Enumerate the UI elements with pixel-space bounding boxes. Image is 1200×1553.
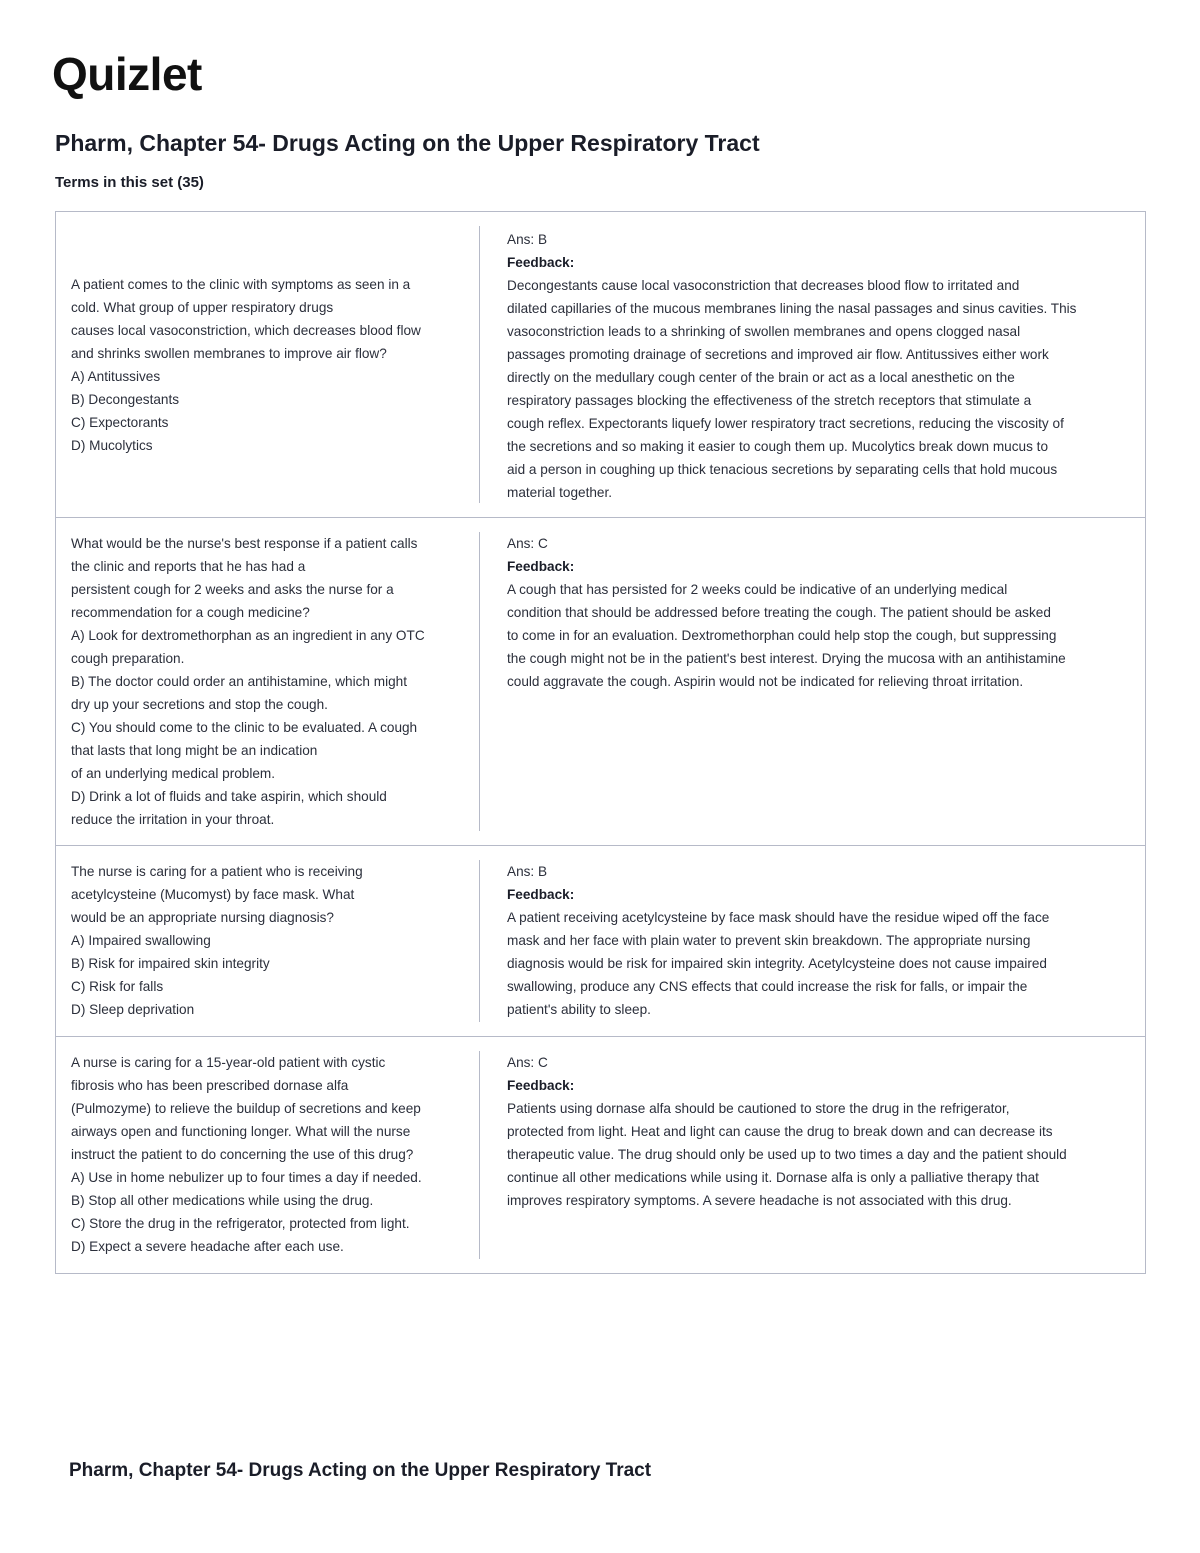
term-line: cold. What group of upper respiratory drugs xyxy=(71,299,334,315)
feedback-label: Feedback: xyxy=(507,559,575,574)
answer-label: Ans: C xyxy=(507,536,548,551)
page-title: Pharm, Chapter 54- Drugs Acting on the Upper Respiratory Tract xyxy=(55,130,760,156)
term-line: B) The doctor could order an antihistamine, which might xyxy=(71,674,407,689)
definition-line: the secretions and so making it easier to cough them up. Mucolytics break down mucus to xyxy=(507,439,1049,454)
term-line: and shrinks swollen membranes to improve air flow? xyxy=(71,345,387,361)
definition-line: cough reflex. Expectorants liquefy lower respiratory tract secretions, reducing the viscosity of xyxy=(507,416,1064,431)
quizlet-logo: Quizlet xyxy=(52,48,202,100)
term-line: D) Drink a lot of fluids and take aspirin, which should xyxy=(71,789,387,804)
term-card xyxy=(56,846,1145,1037)
definition-line: to come in for an evaluation. Dextromethorphan could help stop the cough, but suppressing xyxy=(507,628,1057,643)
term-line: C) You should come to the clinic to be evaluated. A cough xyxy=(71,720,418,735)
definition-line: A patient receiving acetylcysteine by face mask should have the residue wiped off the face xyxy=(507,910,1050,925)
definition-line: A cough that has persisted for 2 weeks could be indicative of an underlying medical xyxy=(507,582,1008,597)
definition-line: vasoconstriction leads to a shrinking of swollen membranes and opens clogged nasal xyxy=(507,324,1021,339)
definition-line: Decongestants cause local vasoconstriction that decreases blood flow to irritated and xyxy=(507,278,1020,293)
definition-line: therapeutic value. The drug should only be used up to two times a day and the patient should xyxy=(507,1147,1067,1162)
definition-line: could aggravate the cough. Aspirin would not be indicated for relieving throat irritation. xyxy=(507,674,1024,689)
term-line: persistent cough for 2 weeks and asks the nurse for a xyxy=(71,582,394,597)
term-line: D) Expect a severe headache after each use. xyxy=(71,1239,344,1254)
term-line: would be an appropriate nursing diagnosis? xyxy=(71,910,334,925)
term-line: What would be the nurse's best response if a patient calls xyxy=(71,536,418,551)
definition-line: patient's ability to sleep. xyxy=(507,1002,651,1017)
term-line: B) Risk for impaired skin integrity xyxy=(71,956,270,971)
term-line: The nurse is caring for a patient who is receiving xyxy=(71,864,363,879)
term-line: A) Impaired swallowing xyxy=(71,933,211,948)
feedback-label: Feedback: xyxy=(507,887,575,902)
term-line: A nurse is caring for a 15-year-old patient with cystic xyxy=(71,1055,386,1070)
definition-line: material together. xyxy=(507,485,613,500)
term-side xyxy=(56,846,479,1036)
term-side xyxy=(56,212,479,517)
definition-side xyxy=(480,1037,1145,1273)
terms-table xyxy=(55,211,1146,1274)
definition-line: protected from light. Heat and light can cause the drug to break down and can decrease its xyxy=(507,1124,1053,1139)
term-line: fibrosis who has been prescribed dornase alfa xyxy=(71,1078,349,1093)
terms-count: Terms in this set (35) xyxy=(55,174,204,191)
term-line: reduce the irritation in your throat. xyxy=(71,812,275,827)
term-line: airways open and functioning longer. What will the nurse xyxy=(71,1124,411,1139)
term-line: B) Stop all other medications while using the drug. xyxy=(71,1193,374,1208)
term-card xyxy=(56,212,1145,518)
term-card xyxy=(56,518,1145,846)
term-line: dry up your secretions and stop the cough. xyxy=(71,697,328,712)
term-line: (Pulmozyme) to relieve the buildup of secretions and keep xyxy=(71,1101,421,1116)
definition-line: continue all other medications while using it. Dornase alfa is only a palliative therapy that xyxy=(507,1170,1039,1185)
answer-label: Ans: C xyxy=(507,1055,548,1070)
feedback-label: Feedback: xyxy=(507,255,575,270)
definition-line: passages promoting drainage of secretions and improved air flow. Antitussives either work xyxy=(507,347,1049,362)
definition-side xyxy=(480,518,1145,845)
term-line: D) Mucolytics xyxy=(71,437,153,453)
term-line: D) Sleep deprivation xyxy=(71,1002,195,1017)
answer-label: Ans: B xyxy=(507,232,548,247)
term-side xyxy=(56,1037,479,1273)
term-side xyxy=(56,518,479,845)
footer-title: Pharm, Chapter 54- Drugs Acting on the Upper Respiratory Tract xyxy=(69,1460,652,1481)
term-line: C) Risk for falls xyxy=(71,979,164,994)
term-line: causes local vasoconstriction, which decreases blood flow xyxy=(71,322,421,338)
definition-line: Patients using dornase alfa should be cautioned to store the drug in the refrigerator, xyxy=(507,1101,1010,1116)
term-line: A) Use in home nebulizer up to four times a day if needed. xyxy=(71,1170,422,1185)
definition-line: respiratory passages blocking the effectiveness of the stretch receptors that stimulate a xyxy=(507,393,1032,408)
definition-line: swallowing, produce any CNS effects that could increase the risk for falls, or impair the xyxy=(507,979,1028,994)
definition-line: improves respiratory symptoms. A severe headache is not associated with this drug. xyxy=(507,1193,1012,1208)
term-line: A patient comes to the clinic with symptoms as seen in a xyxy=(71,276,411,292)
term-line: acetylcysteine (Mucomyst) by face mask. What xyxy=(71,887,355,902)
term-line: instruct the patient to do concerning the use of this drug? xyxy=(71,1147,414,1162)
definition-line: directly on the medullary cough center of the brain or act as a local anesthetic on the xyxy=(507,370,1015,385)
definition-line: dilated capillaries of the mucous membranes lining the nasal passages and sinus cavities. This xyxy=(507,301,1077,316)
feedback-label: Feedback: xyxy=(507,1078,575,1093)
definition-side xyxy=(480,846,1145,1036)
term-line: A) Antitussives xyxy=(71,368,161,384)
term-line: the clinic and reports that he has had a xyxy=(71,559,306,574)
term-line: recommendation for a cough medicine? xyxy=(71,605,310,620)
term-line: cough preparation. xyxy=(71,651,185,666)
term-line: C) Expectorants xyxy=(71,414,169,430)
definition-line: mask and her face with plain water to prevent skin breakdown. The appropriate nursing xyxy=(507,933,1031,948)
definition-side xyxy=(480,212,1145,517)
term-line: B) Decongestants xyxy=(71,391,180,407)
term-card xyxy=(56,1037,1145,1273)
term-line: C) Store the drug in the refrigerator, protected from light. xyxy=(71,1216,410,1231)
definition-line: the cough might not be in the patient's best interest. Drying the mucosa with an antihistamine xyxy=(507,651,1066,666)
definition-line: aid a person in coughing up thick tenacious secretions by separating cells that hold mucous xyxy=(507,462,1058,477)
term-line: A) Look for dextromethorphan as an ingredient in any OTC xyxy=(71,628,425,643)
answer-label: Ans: B xyxy=(507,864,548,879)
definition-line: diagnosis would be risk for impaired skin integrity. Acetylcysteine does not cause impaired xyxy=(507,956,1047,971)
definition-line: condition that should be addressed before treating the cough. The patient should be asked xyxy=(507,605,1051,620)
term-line: that lasts that long might be an indication xyxy=(71,743,318,758)
term-line: of an underlying medical problem. xyxy=(71,766,276,781)
